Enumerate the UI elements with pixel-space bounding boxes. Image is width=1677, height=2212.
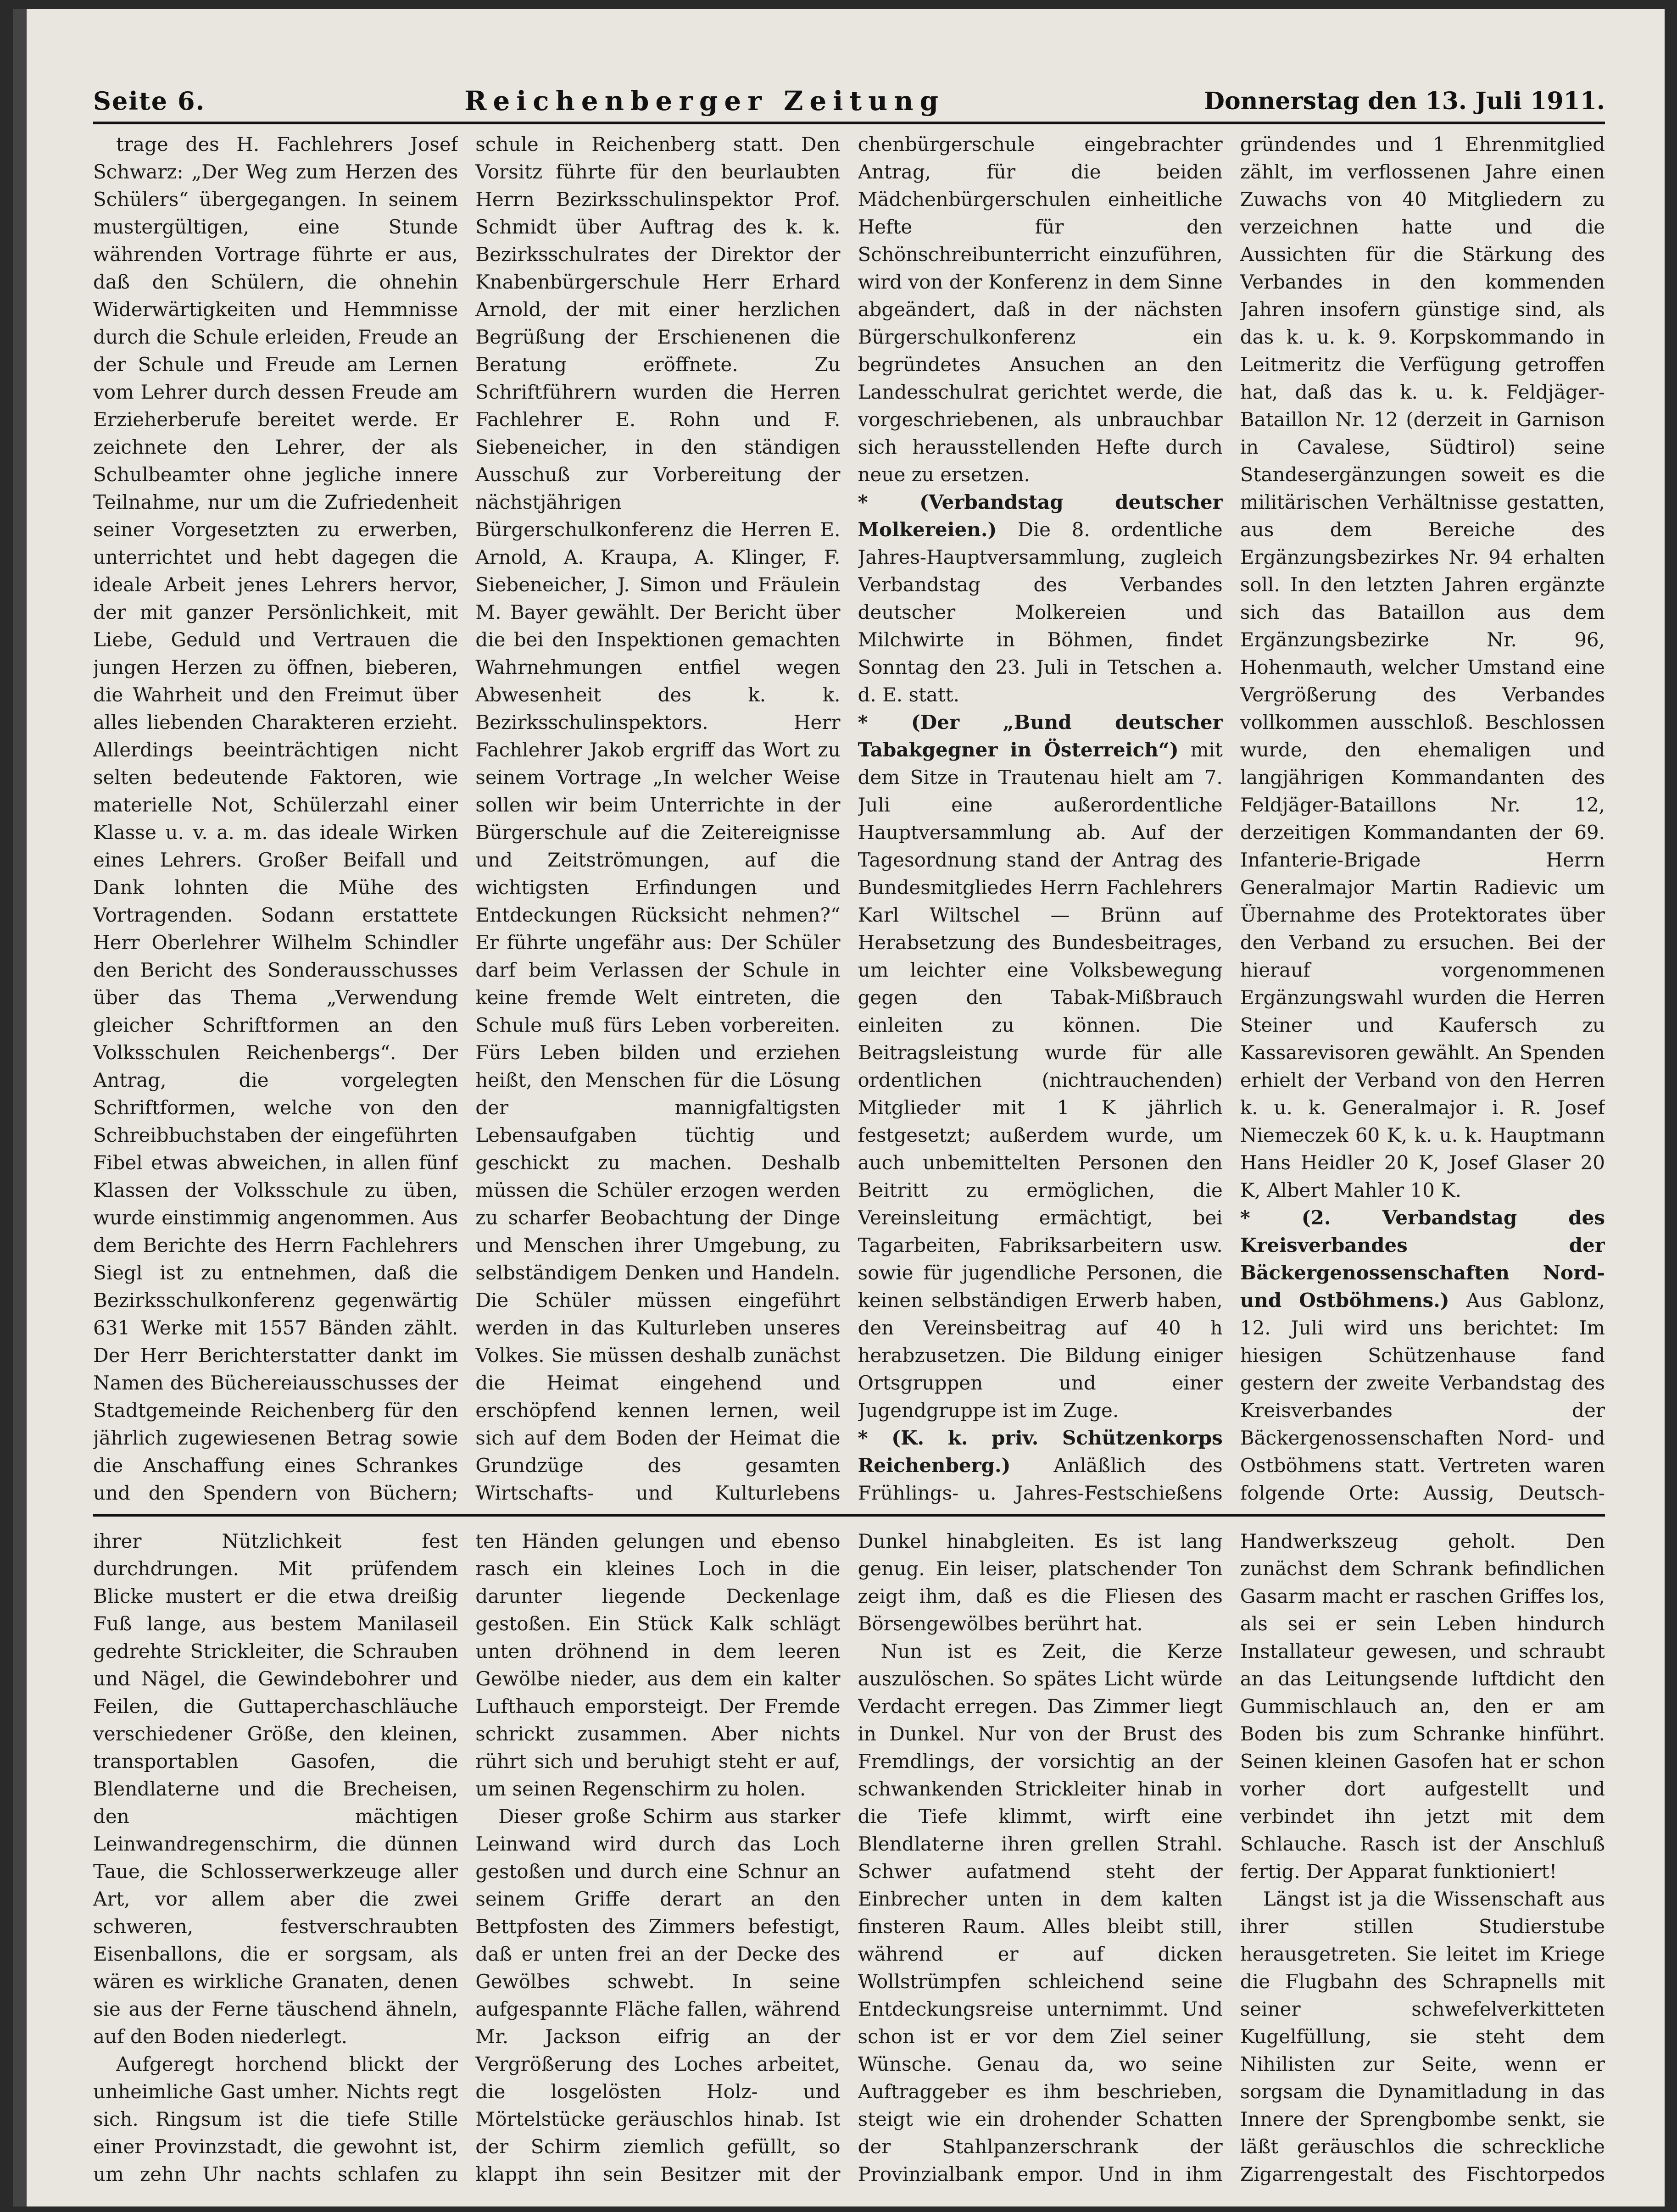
- article-heading: * (K. k. priv. Schützenkorps Reichenberg.): [858, 1427, 1223, 1477]
- issue-date: Donnerstag den 13. Juli 1911.: [1203, 87, 1605, 115]
- article-text: Aus Gablonz, 12. Juli wird uns berichtet: Im hiesigen Schützenhause fand gestern der zweite Verbandstag des Kreisverbandes der Bäckergenossenschaften Nord- und Ostböhmens statt. Vertreten waren folgende Orte: Aussig, Deutsch-: [1240, 1289, 1605, 1504]
- story-text: Längst ist ja die Wissenschaft aus ihrer stillen Studierstube herausgetreten. Sie leitet im Kriege die Flugbahn des Schrapnells mit seiner schwefelverkitteten Kugelfüllung, sie steht dem Nihilisten zur Seite, wenn er sorgsam die Dynamitladung in das Innere der Sprengbombe senkt, sie läßt geräuschlos die schreckliche Zigarrengestalt des Fischtorpedos: [1240, 1888, 1605, 2185]
- article-heading: * (2. Verbandstag des Kreisverbandes der Bäckergenossenschaften Nord- und Ostböhmens.): [1240, 1206, 1605, 1312]
- feuilleton-section: [93, 1528, 1605, 2188]
- article-text: schule in Reichenberg statt. Den Vorsitz führte für den beurlaubten Herrn Bezirksschulinspektor Prof. Schmidt über Auftrag des k. k. Bezirksschulrates der Direktor der Knabenbürgerschule Herr Erhard Arnold, der mit einer herzlichen Begrüßung der Erschienenen die Beratung eröffnete. Zu Schriftführern wurden die Herren Fachlehrer E. Rohn und F. Siebeneicher, in den ständigen Ausschuß zur Vorbereitung der nächstjährigen Bürgerschulkonferenz die Herren E. Arnold, A. Kraupa, A. Klinger, F. Siebeneicher, J. Simon und Fräulein M. Bayer gewählt. Der Bericht über die bei den Inspektionen gemachten Wahrnehmungen entfiel wegen Abwesenheit des k. k. Bezirksschulinspektors. Herr Fachlehrer Jakob ergriff das Wort zu seinem Vortrage „In welcher Weise sollen wir beim Unterrichte in der Bürgerschule auf die Zeitereignisse und Zeitströmungen, auf die wichtigsten Erfindungen und Entdeckungen Rücksicht nehmen?“ Er führte ungefähr aus: Der Schüler darf beim Verlassen der Schule in keine fremde Welt eintreten, die Schule muß fürs Leben vorbereiten. Fürs Leben bilden und erziehen heißt, den Menschen für die Lösung der mannigfaltigsten Lebensaufgaben tüchtig und geschickt zu machen. Deshalb müssen die Schüler erzogen werden zu scharfer Beobachtung der Dinge und Menschen ihrer Umgebung, zu selbständigem Denken und Handeln. Die Schüler müssen eingeführt werden in das Kulturleben unseres Volkes. Sie müssen deshalb zunächst die Heimat eingehend und erschöpfend kennen lernen, weil sich auf dem Boden der Heimat die Grundzüge des gesamten Wirtschafts- und Kulturlebens: [475, 133, 841, 1504]
- article-heading: * (Der „Bund deutscher Tabakgegner in Österreich“): [858, 711, 1223, 761]
- page-header: [93, 80, 1605, 124]
- story-text: Handwerkszeug geholt. Den zunächst dem Schrank befindlichen Gasarm macht er raschen Griffes los, als sei er sein Leben hindurch Installateur gewesen, und schraubt an das Leitungsende luftdicht den Gummischlauch an, den er am Boden bis zum Schranke hinführt. Seinen kleinen Gasofen hat er schon vorher dort aufgestellt und verbindet ihn jetzt mit dem Schlauche. Rasch ist der Anschluß fertig. Der Apparat funktioniert!: [1240, 1530, 1605, 1883]
- article-heading: * (Verbandstag deutscher Molkereien.): [858, 491, 1223, 541]
- news-column-2: [475, 131, 840, 1507]
- story-column-1: [93, 1528, 458, 2188]
- article-text: gründendes und 1 Ehrenmitglied zählt, im verflossenen Jahre einen Zuwachs von 40 Mitgliedern zu verzeichnen hatte und die Aussichten für die Stärkung des Verbandes in den kommenden Jahren insofern günstige sind, als das k. u. k. 9. Korpskommando in Leitmeritz die Verfügung getroffen hat, daß das k. u. k. Feldjäger-Bataillon Nr. 12 (derzeit in Garnison in Cavalese, Südtirol) seine Standesergänzungen soweit es die militärischen Verhältnisse gestatten, aus dem Bereiche des Ergänzungsbezirkes Nr. 94 erhalten soll. In den letzten Jahren ergänzte sich das Bataillon aus dem Ergänzungsbezirke Nr. 96, Hohenmauth, welcher Umstand eine Vergrößerung des Verbandes vollkommen ausschloß. Beschlossen wurde, den ehemaligen und langjährigen Kommandanten des Feldjäger-Bataillons Nr. 12, derzeitigen Kommandanten der 69. Infanterie-Brigade Herrn Generalmajor Martin Radievic um Übernahme des Protektorates über den Verband zu ersuchen. Bei der hierauf vorgenommenen Ergänzungswahl wurden die Herren Steiner und Kaufersch zu Kassarevisoren gewählt. An Spenden erhielt der Verband von den Herren k. u. k. Generalmajor i. R. Josef Niemeczek 60 K, k. u. k. Hauptmann Hans Heidler 20 K, Josef Glaser 20 K, Albert Mahler 10 K.: [1240, 133, 1605, 1201]
- story-text: Nun ist es Zeit, die Kerze auszulöschen. So spätes Licht würde Verdacht erregen. Das Zimmer liegt in Dunkel. Nur von der Brust des Fremdlings, der vorsichtig an der schwankenden Strickleiter hinab in die Tiefe klimmt, wirft eine Blendlaterne ihren grellen Strahl. Schwer aufatmend steht der Einbrecher unten in dem kalten finsteren Raum. Alles bleibt still, während er auf dicken Wollstrümpfen schleichend seine Entdeckungsreise unternimmt. Und schon ist er vor dem Ziel seiner Wünsche. Genau da, wo seine Auftraggeber es ihm beschrieben, steigt wie ein drohender Schatten der Stahlpanzerschrank der Provinzialbank empor. Und in ihm: [858, 1640, 1223, 2185]
- story-text: Aufgeregt horchend blickt der unheimliche Gast umher. Nichts regt sich. Ringsum ist die tiefe Stille einer Provinzstadt, die gewohnt ist, um zehn Uhr nachts schlafen zu: [93, 2053, 458, 2185]
- story-text: Dunkel hinabgleiten. Es ist lang genug. Ein leiser, platschender Ton zeigt ihm, daß es die Fliesen des Börsengewölbes berührt hat.: [858, 1530, 1223, 1635]
- page-number: Seite 6.: [93, 86, 206, 116]
- story-text: Dieser große Schirm aus starker Leinwand wird durch das Loch gestoßen und durch eine Schnur an seinem Griffe derart an den Bettpfosten des Zimmers befestigt, daß er unten frei an der Decke des Gewölbes schwebt. In seine aufgespannte Fläche fallen, während Mr. Jackson eifrig an der Vergrößerung des Loches arbeitet, die losgelösten Holz- und Mörtelstücke geräuschlos hinab. Ist der Schirm ziemlich gefüllt, so klappt ihn sein Besitzer mit der: [475, 1805, 841, 2185]
- article-text: chenbürgerschule eingebrachter Antrag, für die beiden Mädchenbürgerschulen einheitliche Hefte für den Schönschreibunterricht einzuführen, wird von der Konferenz in dem Sinne abgeändert, daß in der nächsten Bürgerschulkonferenz ein begründetes Ansuchen an den Landesschulrat gerichtet werde, die vorgeschriebenen, als unbrauchbar sich herausstellenden Hefte durch neue zu ersetzen.: [858, 133, 1223, 486]
- newspaper-page: [13, 9, 1665, 2206]
- story-text: ihrer Nützlichkeit fest durchdrungen. Mit prüfendem Blicke mustert er die etwa dreißig Fuß lange, aus bestem Manilaseil gedrehte Strickleiter, die Schrauben und Nägel, die Gewindebohrer und Feilen, die Guttaperchaschläuche verschiedener Größe, den kleinen, transportablen Gasofen, die Blendlaterne und die Brecheisen, den mächtigen Leinwandregenschirm, die dünnen Taue, die Schlosserwerkzeuge aller Art, vor allem aber die zwei schweren, festverschraubten Eisenballons, die er sorgsam, als wären es wirkliche Granaten, denen sie aus der Ferne täuschend ähneln, auf den Boden niederlegt.: [93, 1530, 458, 2048]
- story-column-3: [858, 1528, 1223, 2188]
- news-column-1: [93, 131, 458, 1507]
- story-column-4: [1240, 1528, 1605, 2188]
- newspaper-title: Reichenberger Zeitung: [464, 85, 945, 117]
- article-text: trage des H. Fachlehrers Josef Schwarz: „Der Weg zum Herzen des Schülers“ übergegangen. In seinem mustergültigen, eine Stunde währenden Vortrage führte er aus, daß den Schülern, die ohnehin Widerwärtigkeiten und Hemmnisse durch die Schule erleiden, Freude an der Schule und Freude am Lernen vom Lehrer durch dessen Freude am Erzieherberufe bereitet werde. Er zeichnete den Lehrer, der als Schulbeamter ohne jegliche innere Teilnahme, nur um die Zufriedenheit seiner Vorgesetzten zu erwerben, unterrichtet und hebt dagegen die ideale Arbeit jenes Lehrers hervor, der mit ganzer Persönlichkeit, mit Liebe, Geduld und Vertrauen die jungen Herzen zu öffnen, bieberen, die Wahrheit und den Freimut über alles liebenden Charakteren erzieht. Allerdings beeinträchtigen nicht selten bedeutende Faktoren, wie materielle Not, Schülerzahl einer Klasse u. v. a. m. das ideale Wirken eines Lehrers. Großer Beifall und Dank lohnten die Mühe des Vortragenden. Sodann erstattete Herr Oberlehrer Wilhelm Schindler den Bericht des Sonderausschusses über das Thema „Verwendung gleicher Schriftformen an den Volksschulen Reichenbergs“. Der Antrag, die vorgelegten Schriftformen, welche von den Schreibbuchstaben der eingeführten Fibel etwas abweichen, in allen fünf Klassen der Volksschule zu üben, wurde einstimmig angenommen. Aus dem Berichte des Herrn Fachlehrers Siegl ist zu entnehmen, daß die Bezirksschulkonferenz gegenwärtig 631 Werke mit 1557 Bänden zählt. Der Herr Berichterstatter dankt im Namen des Büchereiausschusses der Stadtgemeinde Reichenberg für den jährlich zugewiesenen Betrag sowie die Anschaffung eines Schrankes und den Spendern von Büchern;: [93, 133, 458, 1504]
- article-text: mit dem Sitze in Trautenau hielt am 7. Juli eine außerordentliche Hauptversammlung ab. Auf der Tagesordnung stand der Antrag des Bundesmitgliedes Herrn Fachlehrers Karl Wiltschel — Brünn auf Herabsetzung des Bundesbeitrages, um leichter eine Volksbewegung gegen den Tabak-Mißbrauch einleiten zu können. Die Beitragsleistung wurde für alle ordentlichen (nichtrauchenden) Mitglieder mit 1 K jährlich festgesetzt; außerdem wurde, um auch unbemittelten Personen den Beitritt zu ermöglichen, die Vereinsleitung ermächtigt, bei Tagarbeiten, Fabriksarbeitern usw. sowie für jugendliche Personen, die keinen selbständigen Erwerb haben, den Vereinsbeitrag auf 40 h herabzusetzen. Die Bildung einiger Ortsgruppen und einer Jugendgruppe ist im Zuge.: [858, 739, 1223, 1422]
- news-column-3: [858, 131, 1223, 1507]
- article-text: Die 8. ordentliche Jahres-Hauptversammlung, zugleich Verbandstag des Verbandes deutscher Molkereien und Milchwirte in Böhmen, findet Sonntag den 23. Juli in Tetschen a. d. E. statt.: [858, 518, 1223, 706]
- news-column-4: [1240, 131, 1605, 1507]
- news-section: [93, 131, 1605, 1507]
- story-text: ten Händen gelungen und ebenso rasch ein kleines Loch in die darunter liegende Deckenlage gestoßen. Ein Stück Kalk schlägt unten dröhnend in dem leeren Gewölbe nieder, aus dem ein kalter Lufthauch emporsteigt. Der Fremde schrickt zusammen. Aber nichts rührt sich und beruhigt steht er auf, um seinen Regenschirm zu holen.: [475, 1530, 841, 1800]
- scan-edge: [13, 9, 27, 2206]
- article-text: Anläßlich des Frühlings- u. Jahres-Festschießens: [858, 1454, 1223, 1504]
- story-column-2: [475, 1528, 840, 2188]
- section-divider: [93, 1514, 1605, 1517]
